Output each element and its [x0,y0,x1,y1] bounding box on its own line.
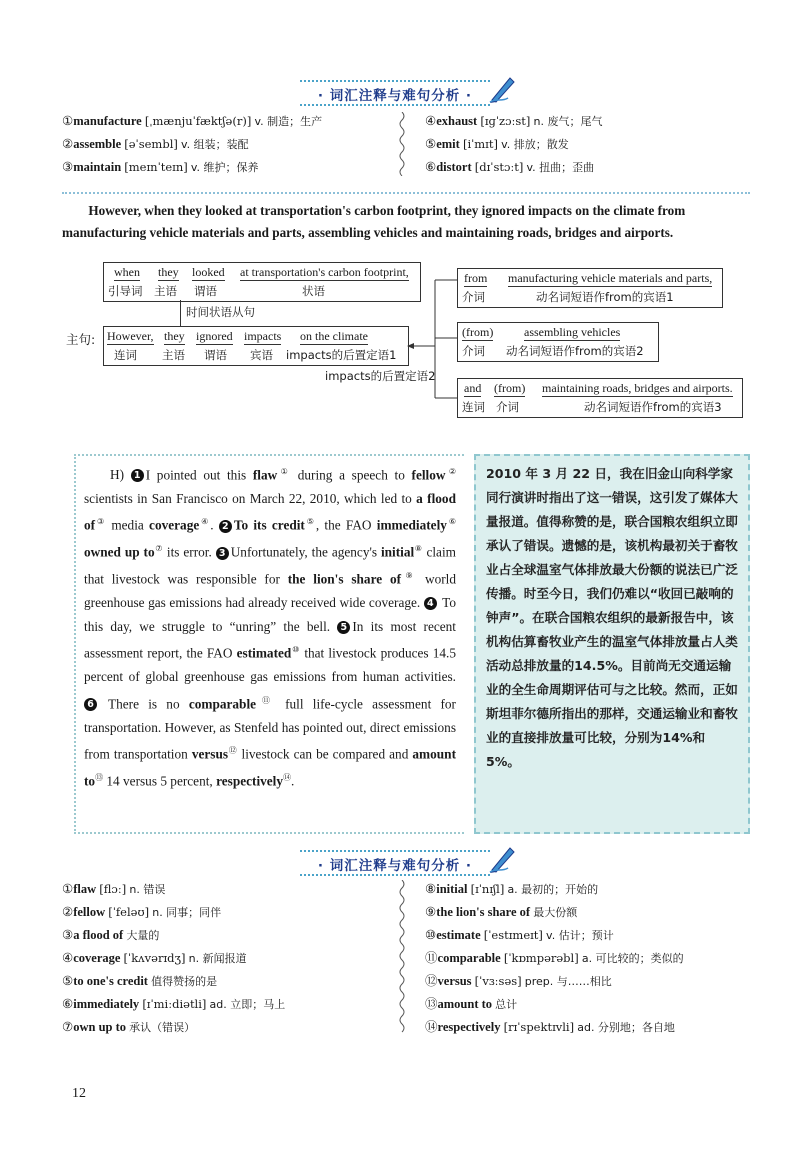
passage-english [74,454,464,834]
vocab-item: ①manufacture [ˌmænjuˈfæktʃə(r)] v. 制造；生产 [62,114,323,128]
vocab-item: ⑨the lion's share of 最大份额 [425,905,578,919]
vocab-item: ⑬amount to 总计 [425,997,518,1011]
postmodifier-label: impacts的后置定语2 [325,369,436,383]
vocab-list-2-left [62,878,285,1039]
vocab-item: ①flaw [flɔː] n. 错误 [62,882,166,896]
vocab-item: ⑦own up to 承认（错误） [62,1020,196,1034]
vocab-item: ⑤to one's credit 值得赞扬的是 [62,974,218,988]
vocab-item: ③maintain [meɪnˈteɪn] v. 维护；保养 [62,160,259,174]
vocab-list-2-right [425,878,684,1039]
passage-text: H) 1 I pointed out this flaw① during a speech to fellow② scientists in San Francisco on March 22, 2010, which led to a flood of③ media coverage④. 2 To its credit⑤, the FAO immediately⑥ owned up to⑦ its error. 3 Unfortunately, the agency's initial⑧ claim that livestock was responsible for the lion's share of⑨ world greenhouse gas emissions had already received wide coverage. 4 To this day, we struggle to “unring” the bell. 5 In its most recent assessment report, the FAO estimated⑩ that livestock produces 14.5 percent of global greenhouse gas emissions from human activities. 6 There is no comparable⑪ full life-cycle assessment for transportation. However, as Stenfeld has pointed out, direct emissions from transportation versus⑫ livestock can be compared and amount to⑬ 14 versus 5 percent, respectively⑭. [84,467,457,789]
wavy-divider [398,880,406,1036]
vocab-item: ②fellow [ˈfeləʊ] n. 同事；同伴 [62,905,222,919]
pen-icon [488,72,518,104]
vocab-item: ④exhaust [ɪɡˈzɔːst] n. 废气；尾气 [425,114,603,128]
section-header-2 [300,850,490,876]
section-title: · 词汇注释与难句分析 · [317,88,473,104]
vocab-item: ⑪comparable [ˈkɒmpərəbl] a. 可比较的；类似的 [425,951,684,965]
branch-box-1: from manufacturing vehicle materials and parts, 介词 动名词短语作from的宾语1 [457,268,723,308]
vocab-list-1-right [425,110,603,179]
vocab-item: ⑩estimate [ˈestɪmeɪt] v. 估计；预计 [425,928,614,942]
branch-box-2: (from) assembling vehicles 介词 动名词短语作from的宾语2 [457,322,659,362]
page-number: 12 [72,1086,86,1101]
vocab-item: ④coverage [ˈkʌvərɪdʒ] n. 新闻报道 [62,951,247,965]
vocab-item: ⑥distort [dɪˈstɔːt] v. 扭曲；歪曲 [425,160,595,174]
clause-box: when they looked at transportation's carbon footprint, 引导词 主语 谓语 状语 [103,262,421,302]
clause-label: 时间状语从句 [186,305,255,319]
diagram-connectors [405,258,465,408]
vocab-item: ⑫versus [ˈvɜːsəs] prep. 与……相比 [425,974,612,988]
difficult-sentence: However, when they looked at transportation's carbon footprint, they ignored impacts on the climate from manufacturing vehicle materials and parts, assembling vehicles and maintaining roads, bridges and airports. [62,203,686,240]
main-clause-box: However, they ignored impacts on the climate 连词 主语 谓语 宾语 impacts的后置定语1 [103,326,409,366]
dotted-divider [62,192,750,194]
section-header-1 [300,80,490,106]
passage-translation: 2010 年 3 月 22 日，我在旧金山向科学家同行演讲时指出了这一错误，这引发了媒体大量报道。值得称赞的是，联合国粮农组织立即承认了错误。遗憾的是，该机构最初关于畜牧业占全球温室气体排放最大份额的说法已广泛传播。时至今日，我们仍难以“收回已敲响的钟声”。在联合国粮农组织的最新报告中，该机构估算畜牧业产生的温室气体排放量占人类活动总排放量的14.5%。目前尚无交通运输业的全生命周期评估可与之比较。然而，正如斯坦菲尔德所指出的那样，交通运输业和畜牧业的直接排放量可比较，分别为14%和5%。 [474,454,750,834]
vocab-item: ③a flood of 大量的 [62,928,160,942]
vocab-list-1-left [62,110,322,179]
sentence-diagram [0,258,800,414]
vocab-item: ⑧initial [ɪˈnɪʃl] a. 最初的；开始的 [425,882,599,896]
pen-icon [488,842,518,874]
vocab-item: ②assemble [əˈsembl] v. 组装；装配 [62,137,249,151]
vocab-item: ⑤emit [iˈmɪt] v. 排放；散发 [425,137,569,151]
section-title: · 词汇注释与难句分析 · [317,858,473,874]
wavy-divider [398,112,406,176]
vocab-item: ⑥immediately [ɪˈmiːdiətli] ad. 立即；马上 [62,997,286,1011]
branch-box-3: and (from) maintaining roads, bridges and airports. 连词 介词 动名词短语作from的宾语3 [457,378,743,418]
vocab-item: ⑭respectively [rɪˈspektɪvli] ad. 分别地；各自地 [425,1020,675,1034]
main-clause-label: 主句: [66,332,96,347]
